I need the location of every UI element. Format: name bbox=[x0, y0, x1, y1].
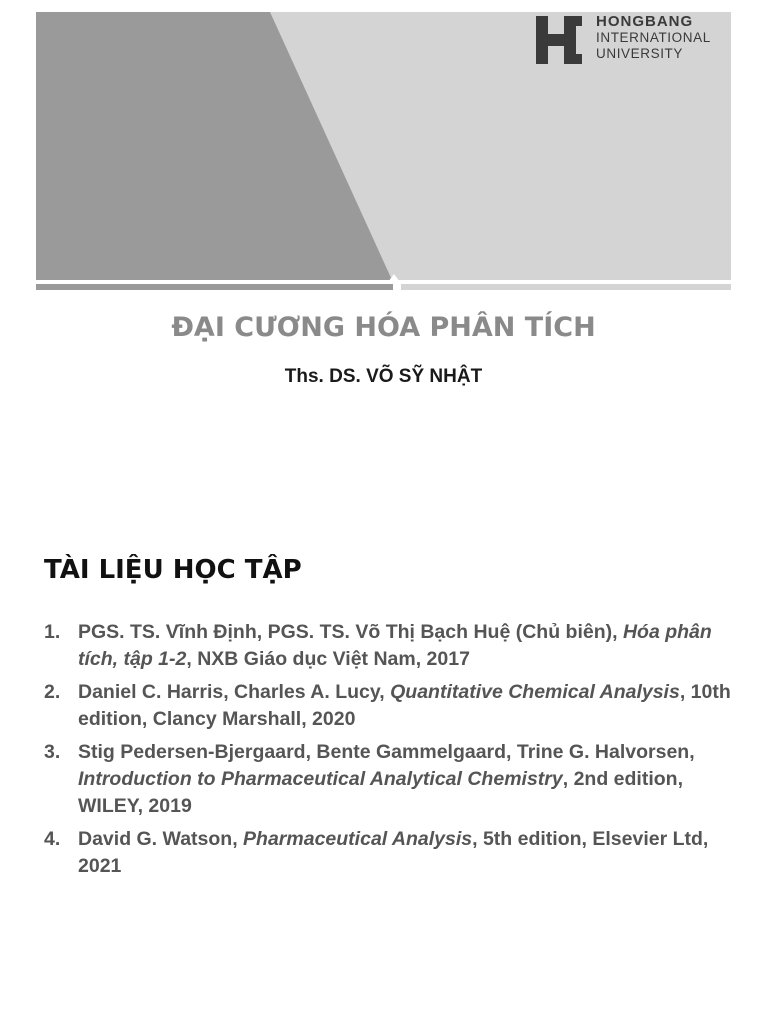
reference-item bbox=[44, 619, 734, 673]
reference-number: 2. bbox=[44, 681, 61, 703]
reference-item bbox=[44, 739, 734, 820]
banner-stripe-dark bbox=[36, 284, 393, 290]
logo-line-2: INTERNATIONAL bbox=[596, 30, 711, 45]
references-list bbox=[44, 619, 734, 886]
reference-publication: , 10th edition, Clancy Marshall, 2020 bbox=[78, 681, 731, 730]
reference-number: 4. bbox=[44, 828, 61, 850]
logo-line-1: HONGBANG bbox=[596, 13, 694, 30]
university-logo bbox=[534, 14, 734, 70]
reference-authors: David G. Watson, bbox=[78, 828, 244, 850]
reference-publication: , 2nd edition, WILEY, 2019 bbox=[78, 768, 683, 817]
reference-authors: Stig Pedersen-Bjergaard, Bente Gammelgaard, Trine G. Halvorsen, bbox=[78, 741, 695, 763]
reference-authors: PGS. TS. Vĩnh Định, PGS. TS. Võ Thị Bạch Huệ (Chủ biên), bbox=[78, 621, 623, 643]
reference-book-title: Quantitative Chemical Analysis bbox=[390, 681, 680, 703]
reference-number: 3. bbox=[44, 741, 61, 763]
references-heading: TÀI LIỆU HỌC TẬP bbox=[44, 555, 302, 585]
course-title: ĐẠI CƯƠNG HÓA PHÂN TÍCH bbox=[171, 312, 596, 343]
reference-book-title: Pharmaceutical Analysis bbox=[243, 828, 473, 850]
reference-number: 1. bbox=[44, 621, 61, 643]
reference-authors: Daniel C. Harris, Charles A. Lucy, bbox=[78, 681, 391, 703]
cover-slide bbox=[36, 12, 731, 445]
reference-item bbox=[44, 826, 734, 880]
reference-item bbox=[44, 679, 734, 733]
banner-stripe-light bbox=[401, 284, 731, 290]
author-name: Ths. DS. VÕ SỸ NHẬT bbox=[284, 366, 483, 387]
references-slide bbox=[36, 555, 731, 895]
reference-publication: , NXB Giáo dục Việt Nam, 2017 bbox=[186, 648, 470, 670]
reference-book-title: Introduction to Pharmaceutical Analytical Chemistry bbox=[78, 768, 563, 790]
reference-publication: , 5th edition, Elsevier Ltd, 2021 bbox=[78, 828, 709, 877]
h-logo-icon bbox=[534, 14, 584, 66]
logo-line-3: UNIVERSITY bbox=[596, 46, 684, 61]
logo-wordmark bbox=[596, 14, 711, 62]
reference-book-title: Hóa phân tích, tập 1-2 bbox=[78, 621, 712, 670]
